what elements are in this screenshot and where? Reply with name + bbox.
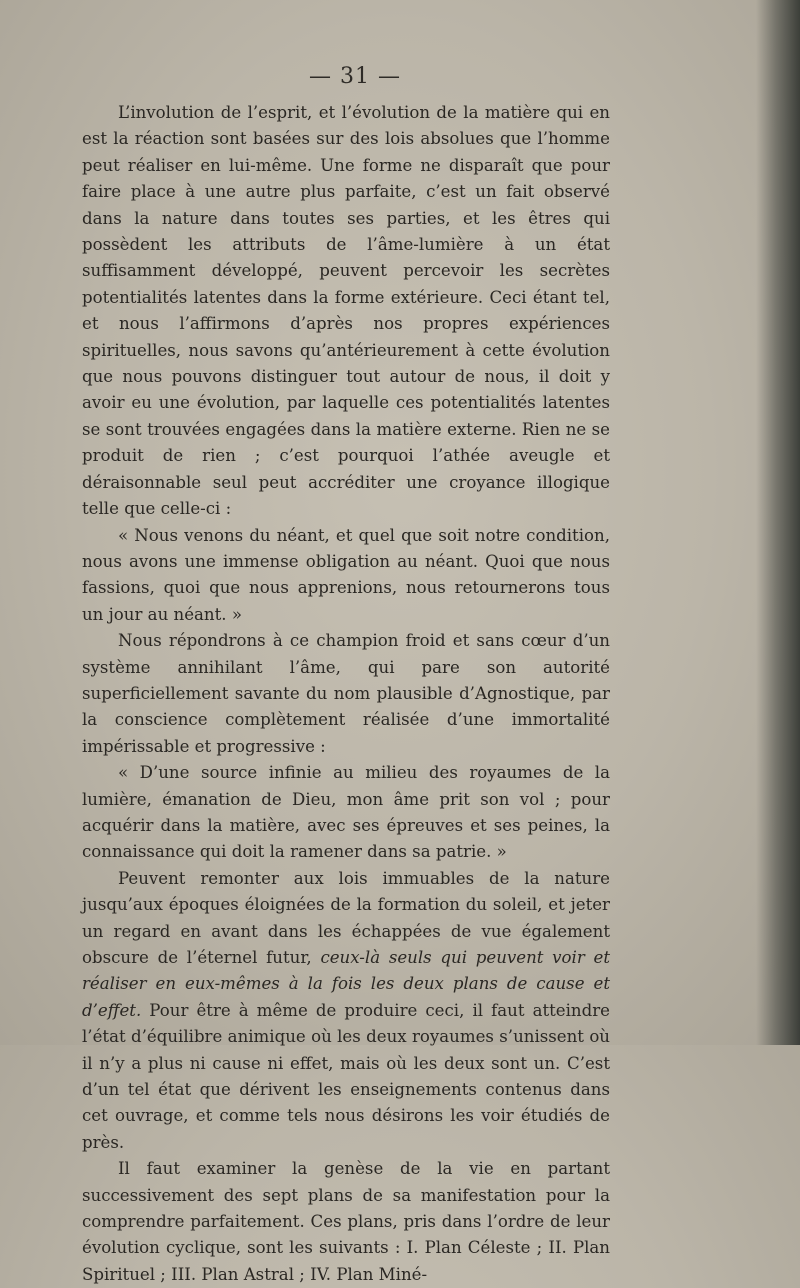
paragraph: Nous répondrons à ce champion froid et sans cœur d’un système annihilant l’âme, qui pare son autorité superficiellement savante du nom plausible d’Agnostique, par la conscience complètement réalisée d’une immortalité impérissable et progressive :: [82, 631, 610, 756]
paragraph: Il faut examiner la genèse de la vie en partant successivement des sept plans de sa manifestation pour la comprendre parfaitement. Ces plans, pris dans l’ordre de leur évolution cyclique, sont les suivants : I. Plan Céleste ; II. Plan Spirituel ; III. Plan Astral ; IV. Plan Miné-: [82, 1159, 610, 1284]
paragraph: L’involution de l’esprit, et l’évolution de la matière qui en est la réaction sont basées sur des lois absolues que l’homme peut réaliser en lui-même. Une forme ne disparaît que pour faire place à une autre plus parfaite, c’est un fait observé dans la nature dans toutes ses parties, et les êtres qui possèdent les attributs de l’âme-lumière à un état suffisamment développé, peuvent percevoir les secrètes potentialités latentes dans la forme extérieure. Ceci étant tel, et nous l’affirmons d’après nos propres expériences spirituelles, nous savons qu’antérieurement à cette évolution que nous pouvons distinguer tout autour de nous, il doit y avoir eu une évolution, par laquelle ces potentialités latentes se sont trouvées engagées dans la matière externe. Rien ne se produit de rien ; c’est pourquoi l’athée aveugle et déraisonnable seul peut accréditer une croyance illogique telle que celle-ci :: [82, 103, 610, 519]
paragraph: « D’une source infinie au milieu des royaumes de la lumière, émanation de Dieu, mon âme prit son vol ; pour acquérir dans la matière, avec ses épreuves et ses peines, la connaissance qui doit la ramener dans sa patrie. »: [82, 763, 610, 862]
paragraph-italic-text: ceux-là seuls qui peuvent voir et réaliser en eux-mêmes à la fois les deux plans de cause et d’effet.: [82, 948, 610, 1020]
paragraph-text: Peuvent remonter aux lois immuables de la nature jusqu’aux époques éloignées de la formation du soleil, et jeter un regard en avant dans les échappées de vue également obscure de l’éternel futur,: [82, 868, 610, 967]
paragraph: [82, 866, 610, 1156]
page-edge-shadow: [756, 0, 800, 1045]
body-text: [82, 100, 610, 1288]
paragraph: « Nous venons du néant, et quel que soit notre condition, nous avons une immense obligation au néant. Quoi que nous fassions, quoi que nous apprenions, nous retournerons tous un jour au néant. »: [82, 525, 610, 624]
page-number: — 31 —: [309, 64, 401, 89]
paragraph-text: Pour être à même de produire ceci, il faut atteindre l’état d’équilibre animique où les deux royaumes s’unissent où il n’y a plus ni cause ni effet, mais où les deux sont un. C’est d’un tel état que dérivent les enseignements contenus dans cet ouvrage, et comme tels nous désirons les voir étudiés de près.: [82, 1000, 610, 1152]
